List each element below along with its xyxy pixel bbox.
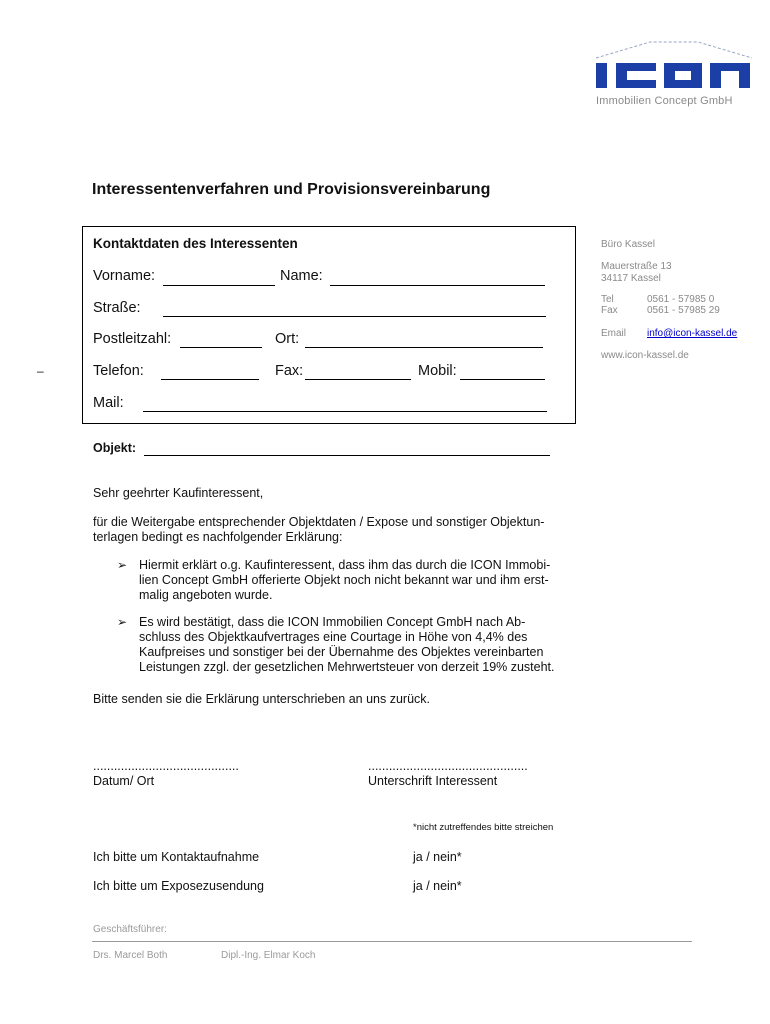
margin-mark: –: [37, 364, 44, 378]
sidebar-city: 34117 Kassel: [601, 273, 661, 284]
name-field[interactable]: [330, 285, 545, 286]
contact-box-heading: Kontaktdaten des Interessenten: [93, 236, 298, 251]
telefon-field[interactable]: [161, 379, 259, 380]
expose-request-choice[interactable]: ja / nein*: [413, 879, 462, 893]
strasse-field[interactable]: [163, 316, 546, 317]
sidebar-tel-label: Tel: [601, 294, 614, 305]
contact-box: [82, 226, 576, 424]
date-place-label: Datum/ Ort: [93, 774, 155, 788]
strasse-label: Straße:: [93, 300, 141, 316]
bullet2-line: Leistungen zzgl. der gesetzlichen Mehrwertsteuer von derzeit 19% zusteht.: [139, 660, 555, 674]
ort-field[interactable]: [305, 347, 543, 348]
bullet1-line: lien Concept GmbH offerierte Objekt noch nicht bekannt war und ihm erst-: [139, 573, 549, 587]
expose-request-label: Ich bitte um Exposezusendung: [93, 879, 264, 893]
ort-label: Ort:: [275, 331, 300, 347]
page-title: Interessentenverfahren und Provisionsvereinbarung: [92, 181, 491, 198]
plz-label: Postleitzahl:: [93, 331, 172, 347]
sidebar-fax-value: 0561 - 57985 29: [647, 305, 720, 316]
name-label: Name:: [280, 268, 323, 284]
fax-label: Fax:: [275, 363, 304, 379]
mail-label: Mail:: [93, 395, 124, 411]
footer-person-2: Dipl.-Ing. Elmar Koch: [221, 950, 316, 961]
greeting: Sehr geehrter Kaufinteressent,: [93, 486, 264, 500]
vorname-field[interactable]: [163, 285, 275, 286]
mail-field[interactable]: [143, 411, 547, 412]
mobil-label: Mobil:: [418, 363, 457, 379]
sidebar-email-link[interactable]: info@icon-kassel.de: [647, 328, 738, 339]
footer-heading: Geschäftsführer:: [93, 924, 167, 935]
intro-line-1: für die Weitergabe entsprechender Objektdaten / Expose und sonstiger Objektun-: [93, 515, 545, 529]
telefon-label: Telefon:: [93, 363, 144, 379]
sidebar-email-label: Email: [601, 328, 627, 339]
footer-divider: [92, 941, 692, 942]
bullet-arrow-icon: ➢: [117, 558, 128, 572]
strike-note: *nicht zutreffendes bitte streichen: [413, 822, 554, 833]
vorname-label: Vorname:: [93, 268, 156, 284]
sidebar-office: Büro Kassel: [601, 239, 655, 250]
bullet2-line: schluss des Objektkaufvertrages eine Courtage in Höhe von 4,4% des: [139, 630, 528, 644]
bullet-arrow-icon: ➢: [117, 615, 128, 629]
bullet2-line: Es wird bestätigt, dass die ICON Immobilien Concept GmbH nach Ab-: [139, 615, 526, 629]
company-name: Immobilien Concept GmbH: [596, 95, 733, 107]
contact-request-label: Ich bitte um Kontaktaufnahme: [93, 850, 260, 864]
bullet2-line: Kaufpreises und sonstiger bei der Übernahme des Objektes vereinbarten: [139, 645, 544, 659]
fax-field[interactable]: [305, 379, 411, 380]
bullet1-line: Hiermit erklärt o.g. Kaufinteressent, dass ihm das durch die ICON Immobi-: [139, 558, 551, 572]
mobil-field[interactable]: [460, 379, 545, 380]
svg-text:ICON: ICON: [592, 40, 595, 41]
footer-person-1: Drs. Marcel Both: [93, 950, 168, 961]
logo-roof-icon: [596, 42, 752, 58]
contact-request-choice[interactable]: ja / nein*: [413, 850, 462, 864]
objekt-field[interactable]: [144, 455, 550, 456]
objekt-label: Objekt:: [93, 441, 137, 455]
date-place-line[interactable]: ..........................................: [93, 759, 239, 773]
plz-field[interactable]: [180, 347, 262, 348]
signature-line[interactable]: ..............................................: [368, 759, 528, 773]
sidebar-street: Mauerstraße 13: [601, 261, 672, 272]
sidebar-tel-value: 0561 - 57985 0: [647, 294, 715, 305]
intro-line-2: terlagen bedingt es nachfolgender Erklärung:: [93, 530, 343, 544]
signature-label: Unterschrift Interessent: [368, 774, 498, 788]
closing: Bitte senden sie die Erklärung unterschrieben an uns zurück.: [93, 692, 430, 706]
bullet1-line: malig angeboten wurde.: [139, 588, 273, 602]
sidebar-fax-label: Fax: [601, 305, 618, 316]
sidebar-web[interactable]: www.icon-kassel.de: [601, 350, 689, 361]
